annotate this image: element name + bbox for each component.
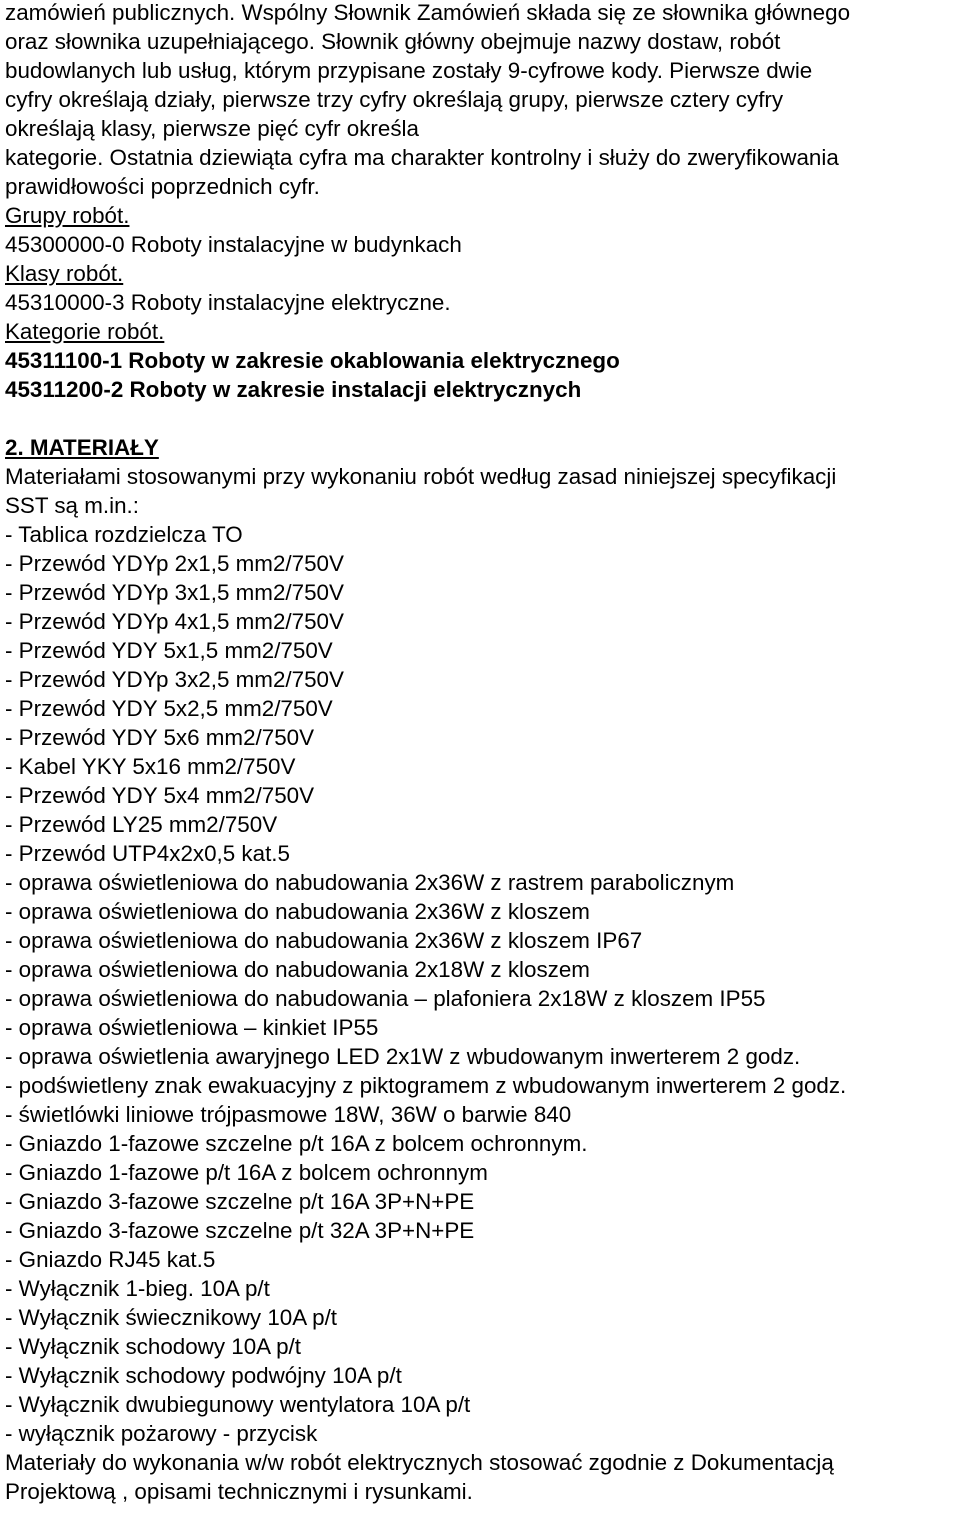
material-item: - Przewód YDY 5x4 mm2/750V xyxy=(5,783,315,808)
material-item: - Wyłącznik schodowy podwójny 10A p/t xyxy=(5,1363,402,1388)
material-item: - podświetleny znak ewakuacyjny z piktogramem z wbudowanym inwerterem 2 godz. xyxy=(5,1073,847,1098)
material-item: - wyłącznik pożarowy - przycisk xyxy=(5,1421,318,1446)
material-item: - Tablica rozdzielcza TO xyxy=(5,522,243,547)
section-heading-materials: 2. MATERIAŁY xyxy=(5,435,159,460)
material-item: - Wyłącznik 1-bieg. 10A p/t xyxy=(5,1276,270,1301)
materials-intro-line: SST są m.in.: xyxy=(5,493,139,518)
intro-line: oraz słownika uzupełniającego. Słownik główny obejmuje nazwy dostaw, robót xyxy=(5,29,781,54)
material-item: - oprawa oświetleniowa do nabudowania 2x36W z kloszem xyxy=(5,899,590,924)
intro-line: kategorie. Ostatnia dziewiąta cyfra ma charakter kontrolny i służy do zweryfikowania xyxy=(5,145,839,170)
material-item: - Przewód YDY 5x1,5 mm2/750V xyxy=(5,638,333,663)
material-item: - Gniazdo 1-fazowe p/t 16A z bolcem ochronnym xyxy=(5,1160,488,1185)
material-item: - Gniazdo 3-fazowe szczelne p/t 32A 3P+N+PE xyxy=(5,1218,475,1243)
category-item: 45311200-2 Roboty w zakresie instalacji elektrycznych xyxy=(5,377,582,402)
material-item: - świetlówki liniowe trójpasmowe 18W, 36W o barwie 840 xyxy=(5,1102,572,1127)
material-item: - Gniazdo RJ45 kat.5 xyxy=(5,1247,216,1272)
material-item: - Przewód LY25 mm2/750V xyxy=(5,812,278,837)
material-item: - Wyłącznik dwubiegunowy wentylatora 10A p/t xyxy=(5,1392,471,1417)
material-item: - oprawa oświetleniowa do nabudowania – plafoniera 2x18W z kloszem IP55 xyxy=(5,986,766,1011)
material-item: - Przewód YDYp 2x1,5 mm2/750V xyxy=(5,551,344,576)
material-item: - Przewód YDYp 4x1,5 mm2/750V xyxy=(5,609,344,634)
intro-line: określają klasy, pierwsze pięć cyfr określa xyxy=(5,116,419,141)
materials-intro-line: Materiałami stosowanymi przy wykonaniu robót według zasad niniejszej specyfikacji xyxy=(5,464,837,489)
material-item: - Kabel YKY 5x16 mm2/750V xyxy=(5,754,296,779)
group-item: 45300000-0 Roboty instalacyjne w budynkach xyxy=(5,232,462,257)
material-item: - Przewód YDYp 3x2,5 mm2/750V xyxy=(5,667,344,692)
intro-line: cyfry określają działy, pierwsze trzy cyfry określają grupy, pierwsze cztery cyfry xyxy=(5,87,784,112)
material-item: - Przewód UTP4x2x0,5 kat.5 xyxy=(5,841,290,866)
material-item: - oprawa oświetleniowa – kinkiet IP55 xyxy=(5,1015,379,1040)
material-item: - Gniazdo 1-fazowe szczelne p/t 16A z bolcem ochronnym. xyxy=(5,1131,588,1156)
material-item: - Gniazdo 3-fazowe szczelne p/t 16A 3P+N+PE xyxy=(5,1189,475,1214)
material-item: - Wyłącznik świecznikowy 10A p/t xyxy=(5,1305,338,1330)
material-item: - oprawa oświetlenia awaryjnego LED 2x1W z wbudowanym inwerterem 2 godz. xyxy=(5,1044,801,1069)
class-item: 45310000-3 Roboty instalacyjne elektryczne. xyxy=(5,290,451,315)
material-item: - Wyłącznik schodowy 10A p/t xyxy=(5,1334,301,1359)
material-item: - Przewód YDYp 3x1,5 mm2/750V xyxy=(5,580,344,605)
material-item: - Przewód YDY 5x6 mm2/750V xyxy=(5,725,315,750)
intro-line: zamówień publicznych. Wspólny Słownik Zamówień składa się ze słownika głównego xyxy=(5,0,851,25)
material-item: - oprawa oświetleniowa do nabudowania 2x36W z kloszem IP67 xyxy=(5,928,643,953)
category-item: 45311100-1 Roboty w zakresie okablowania elektrycznego xyxy=(5,348,620,373)
categories-heading: Kategorie robót. xyxy=(5,319,165,344)
materials-closing-line: Projektową , opisami technicznymi i rysunkami. xyxy=(5,1479,473,1504)
materials-closing-line: Materiały do wykonania w/w robót elektrycznych stosować zgodnie z Dokumentacją xyxy=(5,1450,834,1475)
material-item: - oprawa oświetleniowa do nabudowania 2x18W z kloszem xyxy=(5,957,590,982)
intro-line: prawidłowości poprzednich cyfr. xyxy=(5,174,320,199)
material-item: - Przewód YDY 5x2,5 mm2/750V xyxy=(5,696,333,721)
classes-heading: Klasy robót. xyxy=(5,261,124,286)
groups-heading: Grupy robót. xyxy=(5,203,130,228)
intro-line: budowlanych lub usług, którym przypisane zostały 9-cyfrowe kody. Pierwsze dwie xyxy=(5,58,813,83)
material-item: - oprawa oświetleniowa do nabudowania 2x36W z rastrem parabolicznym xyxy=(5,870,735,895)
